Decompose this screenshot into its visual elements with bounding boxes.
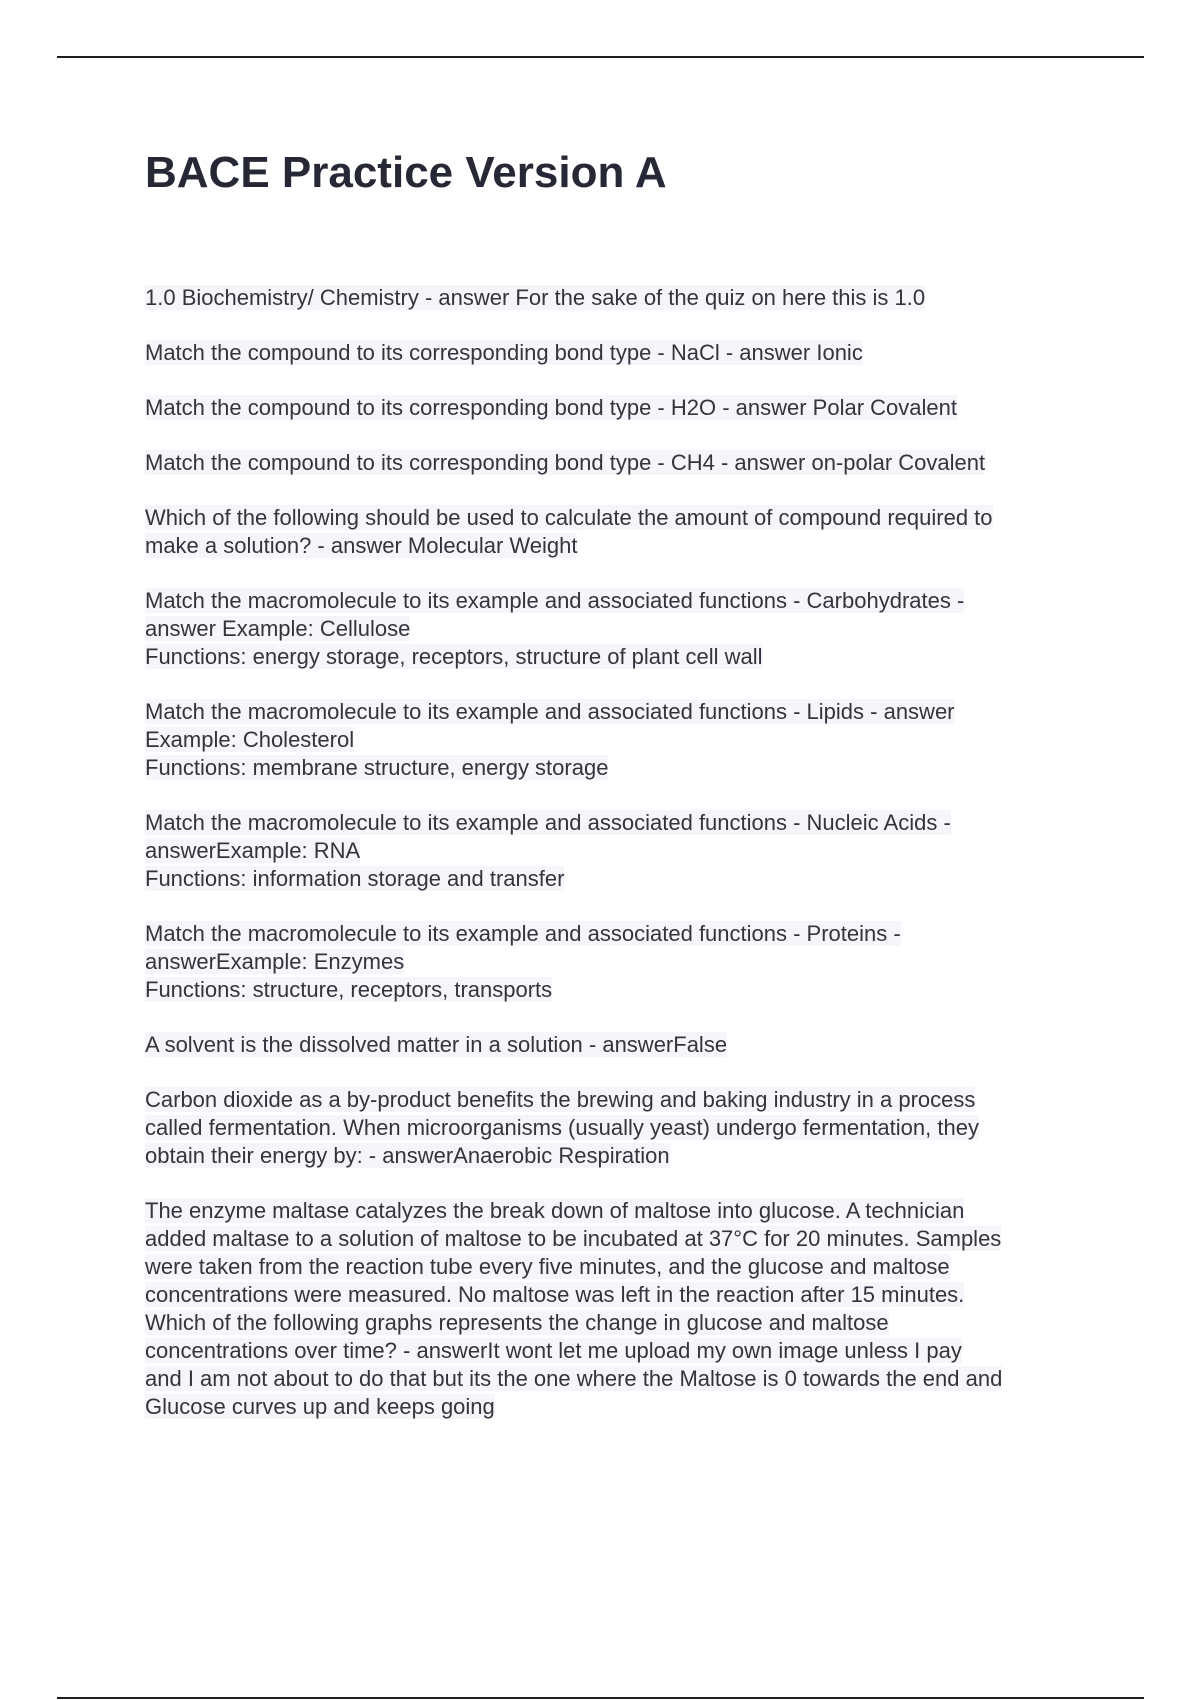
entry-line: Match the macromolecule to its example and associated functions - Proteins - [145,921,901,946]
entry-line: Which of the following should be used to calculate the amount of compound required to [145,505,993,530]
top-rule [57,56,1144,58]
entry-line: Which of the following graphs represents the change in glucose and maltose [145,1310,889,1335]
entry-line: called fermentation. When microorganisms (usually yeast) undergo fermentation, they [145,1115,979,1140]
entry-line: Functions: membrane structure, energy storage [145,755,609,780]
entry-3 [145,394,1095,422]
entry-line: answerExample: RNA [145,838,361,863]
entry-8 [145,809,1095,893]
entry-line: Match the macromolecule to its example and associated functions - Carbohydrates - [145,588,965,613]
entry-line: answer Example: Cellulose [145,616,411,641]
entry-line: and I am not about to do that but its the one where the Maltose is 0 towards the end and [145,1366,1003,1391]
entry-line: Match the compound to its corresponding bond type - H2O - answer Polar Covalent [145,395,957,420]
entry-line: obtain their energy by: - answerAnaerobic Respiration [145,1143,670,1168]
entry-11 [145,1086,1095,1170]
entry-line: Match the macromolecule to its example and associated functions - Lipids - answer [145,699,955,724]
entry-10 [145,1031,1095,1059]
entry-line: 1.0 Biochemistry/ Chemistry - answer For the sake of the quiz on here this is 1.0 [145,285,926,310]
entry-line: Functions: energy storage, receptors, structure of plant cell wall [145,644,763,669]
entries-list [145,284,1095,1448]
entry-line: concentrations over time? - answerIt wont let me upload my own image unless I pay [145,1338,962,1363]
entry-line: A solvent is the dissolved matter in a solution - answerFalse [145,1032,728,1057]
entry-2 [145,339,1095,367]
entry-line: concentrations were measured. No maltose was left in the reaction after 15 minutes. [145,1282,965,1307]
entry-line: make a solution? - answer Molecular Weight [145,533,578,558]
bottom-rule [57,1697,1144,1699]
entry-line: Match the compound to its corresponding bond type - CH4 - answer on-polar Covalent [145,450,986,475]
entry-5 [145,504,1095,560]
entry-line: Match the macromolecule to its example and associated functions - Nucleic Acids - [145,810,951,835]
entry-line: Match the compound to its corresponding bond type - NaCl - answer Ionic [145,340,863,365]
entry-line: were taken from the reaction tube every five minutes, and the glucose and maltose [145,1254,950,1279]
entry-line: answerExample: Enzymes [145,949,405,974]
entry-7 [145,698,1095,782]
entry-line: Carbon dioxide as a by-product benefits the brewing and baking industry in a process [145,1087,976,1112]
entry-9 [145,920,1095,1004]
entry-6 [145,587,1095,671]
document-title: BACE Practice Version A [145,148,667,197]
entry-1 [145,284,1095,312]
entry-4 [145,449,1095,477]
entry-line: Functions: information storage and transfer [145,866,565,891]
entry-line: Functions: structure, receptors, transports [145,977,553,1002]
entry-line: added maltase to a solution of maltose to be incubated at 37°C for 20 minutes. Samples [145,1226,1002,1251]
entry-line: Example: Cholesterol [145,727,355,752]
entry-line: Glucose curves up and keeps going [145,1394,495,1419]
entry-line: The enzyme maltase catalyzes the break down of maltose into glucose. A technician [145,1198,965,1223]
entry-12 [145,1197,1095,1421]
